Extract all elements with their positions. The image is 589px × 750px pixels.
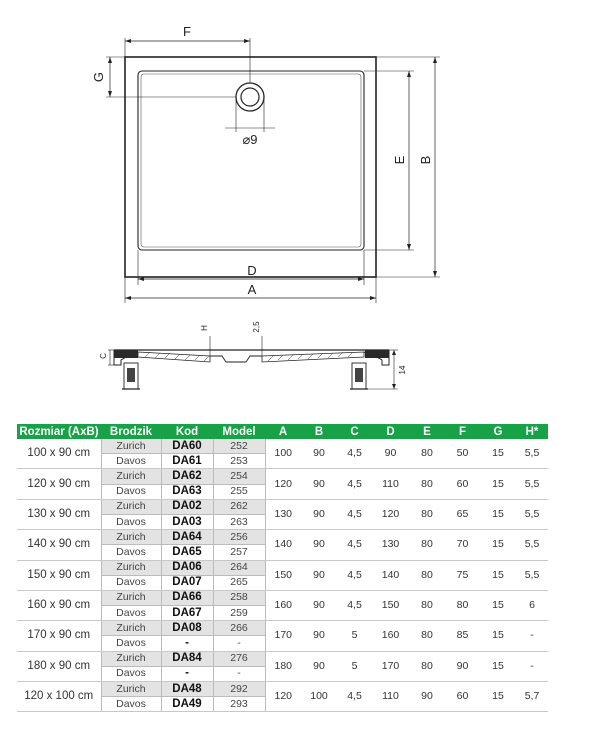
dim-b-cell: 90 xyxy=(301,469,337,499)
dim-f-cell: 50 xyxy=(445,439,480,469)
header-cell: E xyxy=(409,424,445,439)
dim-g-cell: 15 xyxy=(480,560,516,590)
dim-g-cell: 15 xyxy=(480,682,516,712)
spec-table-body xyxy=(17,439,548,712)
kod-cell: DA63 xyxy=(161,484,213,499)
dim-d-cell: 170 xyxy=(372,651,409,681)
header-cell: B xyxy=(301,424,337,439)
model-cell: 253 xyxy=(213,454,265,469)
section-view xyxy=(108,336,398,389)
kod-cell: DA67 xyxy=(161,606,213,621)
model-cell: 257 xyxy=(213,545,265,560)
model-cell: - xyxy=(213,666,265,681)
brodzik-cell: Zurich xyxy=(101,499,161,514)
dim-f-cell: 75 xyxy=(445,560,480,590)
dim-d-cell: 120 xyxy=(372,499,409,529)
label-14: 14 xyxy=(398,365,407,375)
header-cell: Rozmiar (AxB) xyxy=(17,424,101,439)
table-row xyxy=(17,590,548,605)
table-row xyxy=(17,621,548,636)
header-cell: F xyxy=(445,424,480,439)
model-cell: 254 xyxy=(213,469,265,484)
brodzik-cell: Davos xyxy=(101,514,161,529)
dim-g-cell: 15 xyxy=(480,621,516,651)
brodzik-cell: Davos xyxy=(101,545,161,560)
header-cell: A xyxy=(265,424,301,439)
header-cell: Model xyxy=(213,424,265,439)
dim-h-cell: 5,5 xyxy=(516,499,548,529)
brodzik-cell: Davos xyxy=(101,636,161,651)
dim-c-cell: 4,5 xyxy=(337,499,372,529)
table-row xyxy=(17,499,548,514)
header-cell: Brodzik xyxy=(101,424,161,439)
model-cell: 266 xyxy=(213,621,265,636)
label-G: G xyxy=(91,71,106,83)
tray-outer-outline xyxy=(125,57,376,277)
brodzik-cell: Zurich xyxy=(101,439,161,454)
kod-cell: - xyxy=(161,666,213,681)
kod-cell: DA60 xyxy=(161,439,213,454)
header-cell: H* xyxy=(516,424,548,439)
kod-cell: DA66 xyxy=(161,590,213,605)
dim-h-cell: - xyxy=(516,621,548,651)
header-cell: C xyxy=(337,424,372,439)
dim-f-cell: 70 xyxy=(445,530,480,560)
dim-h-cell: - xyxy=(516,651,548,681)
spec-table xyxy=(17,424,548,712)
size-cell: 100 x 90 cm xyxy=(17,439,101,469)
kod-cell: DA03 xyxy=(161,514,213,529)
dim-a-cell: 170 xyxy=(265,621,301,651)
model-cell: 293 xyxy=(213,697,265,712)
dim-d-cell: 150 xyxy=(372,590,409,620)
kod-cell: DA48 xyxy=(161,682,213,697)
size-cell: 130 x 90 cm xyxy=(17,499,101,529)
brodzik-cell: Zurich xyxy=(101,621,161,636)
kod-cell: DA65 xyxy=(161,545,213,560)
model-cell: 258 xyxy=(213,590,265,605)
size-cell: 120 x 90 cm xyxy=(17,469,101,499)
dim-c-cell: 5 xyxy=(337,651,372,681)
kod-cell: DA62 xyxy=(161,469,213,484)
dim-h-cell: 5,5 xyxy=(516,530,548,560)
model-cell: - xyxy=(213,636,265,651)
dim-b-cell: 90 xyxy=(301,439,337,469)
label-B: B xyxy=(418,155,433,165)
section-view-labels xyxy=(99,321,407,375)
dim-c-cell: 5 xyxy=(337,621,372,651)
dim-c-cell: 4,5 xyxy=(337,469,372,499)
dim-e-cell: 80 xyxy=(409,469,445,499)
dim-e-cell: 80 xyxy=(409,499,445,529)
brodzik-cell: Zurich xyxy=(101,682,161,697)
dim-c-cell: 4,5 xyxy=(337,560,372,590)
dim-d-cell: 110 xyxy=(372,469,409,499)
section-floor-right xyxy=(262,352,364,362)
dim-c-cell: 4,5 xyxy=(337,439,372,469)
dim-a-cell: 180 xyxy=(265,651,301,681)
kod-cell: DA06 xyxy=(161,560,213,575)
model-cell: 292 xyxy=(213,682,265,697)
dim-b-cell: 90 xyxy=(301,651,337,681)
kod-cell: DA84 xyxy=(161,651,213,666)
dim-b-cell: 100 xyxy=(301,682,337,712)
kod-cell: DA64 xyxy=(161,530,213,545)
model-cell: 256 xyxy=(213,530,265,545)
tray-inner-shadow xyxy=(141,74,361,247)
table-row xyxy=(17,469,548,484)
dim-h-cell: 5,5 xyxy=(516,560,548,590)
dim-e-cell: 80 xyxy=(409,621,445,651)
size-cell: 120 x 100 cm xyxy=(17,682,101,712)
header-row xyxy=(17,424,548,439)
brodzik-cell: Zurich xyxy=(101,651,161,666)
dim-e-cell: 90 xyxy=(409,682,445,712)
brodzik-cell: Zurich xyxy=(101,530,161,545)
dim-c-cell: 4,5 xyxy=(337,682,372,712)
table-row xyxy=(17,530,548,545)
dim-g-cell: 15 xyxy=(480,469,516,499)
dim-e-cell: 80 xyxy=(409,530,445,560)
dim-e-cell: 80 xyxy=(409,439,445,469)
dim-c-cell: 4,5 xyxy=(337,590,372,620)
brodzik-cell: Davos xyxy=(101,575,161,590)
dim-c-cell: 4,5 xyxy=(337,530,372,560)
model-cell: 265 xyxy=(213,575,265,590)
model-cell: 255 xyxy=(213,484,265,499)
size-cell: 170 x 90 cm xyxy=(17,621,101,651)
label-E: E xyxy=(392,155,407,165)
brodzik-cell: Davos xyxy=(101,606,161,621)
model-cell: 276 xyxy=(213,651,265,666)
dim-a-cell: 140 xyxy=(265,530,301,560)
model-cell: 264 xyxy=(213,560,265,575)
brodzik-cell: Zurich xyxy=(101,469,161,484)
dim-f-cell: 65 xyxy=(445,499,480,529)
kod-cell: - xyxy=(161,636,213,651)
kod-cell: DA08 xyxy=(161,621,213,636)
kod-cell: DA07 xyxy=(161,575,213,590)
dim-f-cell: 60 xyxy=(445,682,480,712)
dim-a-cell: 130 xyxy=(265,499,301,529)
drain-outer-circle xyxy=(236,83,264,111)
table-row xyxy=(17,682,548,697)
size-cell: 180 x 90 cm xyxy=(17,651,101,681)
dim-b-cell: 90 xyxy=(301,621,337,651)
dim-f-cell: 85 xyxy=(445,621,480,651)
brodzik-cell: Davos xyxy=(101,666,161,681)
dim-g-cell: 15 xyxy=(480,499,516,529)
dim-h-cell: 5,5 xyxy=(516,469,548,499)
top-view-labels xyxy=(91,24,433,297)
label-A: A xyxy=(247,282,257,297)
dim-b-cell: 90 xyxy=(301,499,337,529)
size-cell: 150 x 90 cm xyxy=(17,560,101,590)
dim-h-cell: 6 xyxy=(516,590,548,620)
dim-f-cell: 60 xyxy=(445,469,480,499)
dim-f-cell: 80 xyxy=(445,590,480,620)
model-cell: 263 xyxy=(213,514,265,529)
size-cell: 160 x 90 cm xyxy=(17,590,101,620)
brodzik-cell: Davos xyxy=(101,454,161,469)
dim-a-cell: 100 xyxy=(265,439,301,469)
dim-b-cell: 90 xyxy=(301,530,337,560)
model-cell: 259 xyxy=(213,606,265,621)
label-D: D xyxy=(247,263,257,278)
dim-d-cell: 90 xyxy=(372,439,409,469)
dim-b-cell: 90 xyxy=(301,560,337,590)
dim-e-cell: 80 xyxy=(409,651,445,681)
dim-d-cell: 110 xyxy=(372,682,409,712)
dim-f-cell: 90 xyxy=(445,651,480,681)
header-cell: G xyxy=(480,424,516,439)
dim-g-cell: 15 xyxy=(480,439,516,469)
tray-inner-outline xyxy=(138,71,364,250)
section-drain xyxy=(210,356,262,362)
brodzik-cell: Davos xyxy=(101,697,161,712)
label-F: F xyxy=(183,24,191,39)
dim-e-cell: 80 xyxy=(409,590,445,620)
spec-table-header xyxy=(17,424,548,439)
dim-h-cell: 5,7 xyxy=(516,682,548,712)
label-C: C xyxy=(99,353,108,359)
brodzik-cell: Zurich xyxy=(101,590,161,605)
dim-d-cell: 130 xyxy=(372,530,409,560)
label-2-5: 2,5 xyxy=(252,321,261,333)
table-row xyxy=(17,651,548,666)
drain-inner-circle xyxy=(241,88,259,106)
model-cell: 262 xyxy=(213,499,265,514)
dim-d-cell: 160 xyxy=(372,621,409,651)
dim-a-cell: 160 xyxy=(265,590,301,620)
brodzik-cell: Zurich xyxy=(101,560,161,575)
top-view xyxy=(106,38,440,303)
kod-cell: DA49 xyxy=(161,697,213,712)
label-H: H xyxy=(200,325,209,331)
header-cell: D xyxy=(372,424,409,439)
kod-cell: DA61 xyxy=(161,454,213,469)
header-cell: Kod xyxy=(161,424,213,439)
model-cell: 252 xyxy=(213,439,265,454)
size-cell: 140 x 90 cm xyxy=(17,530,101,560)
dim-b-cell: 90 xyxy=(301,590,337,620)
dim-g-cell: 15 xyxy=(480,530,516,560)
kod-cell: DA02 xyxy=(161,499,213,514)
table-row xyxy=(17,560,548,575)
dim-g-cell: 15 xyxy=(480,590,516,620)
dim-d-cell: 140 xyxy=(372,560,409,590)
label-drain-diameter: ⌀9 xyxy=(242,132,258,147)
dim-a-cell: 120 xyxy=(265,469,301,499)
dim-a-cell: 150 xyxy=(265,560,301,590)
dim-h-cell: 5,5 xyxy=(516,439,548,469)
dim-e-cell: 80 xyxy=(409,560,445,590)
dim-a-cell: 120 xyxy=(265,682,301,712)
brodzik-cell: Davos xyxy=(101,484,161,499)
dim-g-cell: 15 xyxy=(480,651,516,681)
table-row xyxy=(17,439,548,454)
